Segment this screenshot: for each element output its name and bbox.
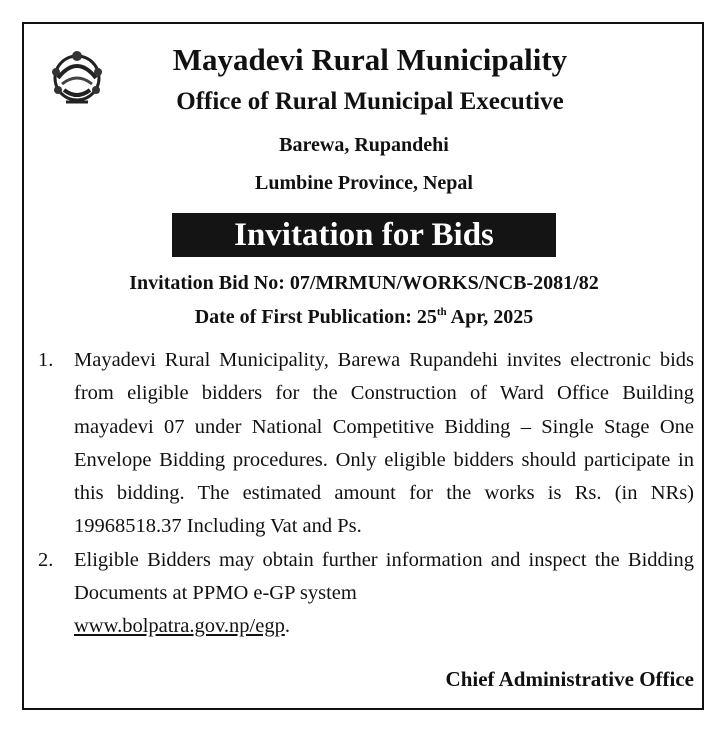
item-text: Mayadevi Rural Municipality, Barewa Rupandehi invites electronic bids from eligible bidders for the Construction of Ward Office Building mayadevi 07 under National Competitive Bidding – Single Stage One Envelope Bidding procedures. Only eligible bidders should participate in this bidding. The estimated amount for the works is Rs. (in NRs) 19968518.37 Including Vat and Ps. [74,349,694,538]
notice-items [38,344,694,644]
list-item [38,344,694,544]
office-name: Office of Rural Municipal Executive [176,88,564,115]
item-text-2 [74,544,694,644]
egp-link[interactable]: www.bolpatra.gov.np/egp [74,615,285,638]
item-text: Eligible Bidders may obtain further information and inspect the Bidding Documents at PPMO e-GP system [74,548,694,605]
address-line-2: Lumbine Province, Nepal [255,172,473,194]
signatory: Chief Administrative Office [445,667,694,691]
item-number: 2. [38,548,54,571]
nepal-government-emblem-icon [44,44,110,110]
notice-heading: Invitation for Bids [172,213,556,257]
publication-suffix: th [436,306,447,318]
publication-date [0,306,728,329]
item-number: 1. [38,349,54,371]
list-item [38,544,694,644]
address-line-1: Barewa, Rupandehi [279,134,449,156]
publication-rest: Apr, 2025 [450,306,534,328]
link-suffix: . [284,615,290,638]
organization-name: Mayadevi Rural Municipality [172,42,568,77]
bid-number: Invitation Bid No: 07/MRMUN/WORKS/NCB-2081/82 [129,272,599,294]
publication-label: Date of First Publication: 25 [194,306,437,328]
